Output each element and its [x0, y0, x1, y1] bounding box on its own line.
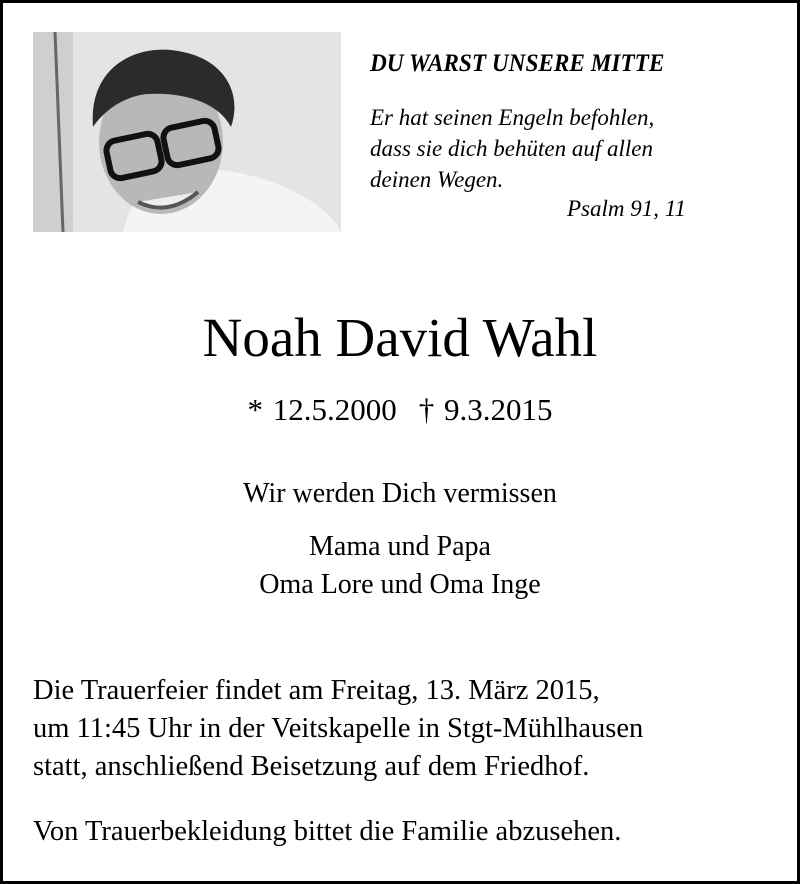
portrait-photo	[33, 32, 341, 232]
service-line: statt, anschließend Beisetzung auf dem Friedhof.	[33, 751, 590, 782]
motto-heading: DU WARST UNSERE MITTE	[370, 50, 665, 77]
bible-verse	[370, 102, 654, 195]
closing-note: Von Trauerbekleidung bittet die Familie abzusehen.	[33, 816, 622, 847]
mourners	[0, 528, 800, 604]
birth-date: * 12.5.2000	[247, 392, 397, 427]
farewell-line: Wir werden Dich vermissen	[243, 478, 557, 509]
service-info	[33, 672, 643, 786]
verse-line: deinen Wegen.	[370, 167, 504, 192]
life-dates	[0, 392, 800, 428]
verse-line: Er hat seinen Engeln befohlen,	[370, 105, 655, 130]
service-line: Die Trauerfeier findet am Freitag, 13. März 2015,	[33, 675, 600, 706]
death-date: † 9.3.2015	[418, 392, 553, 427]
verse-line: dass sie dich behüten auf allen	[370, 136, 653, 161]
deceased-name: Noah David Wahl	[202, 307, 598, 368]
mourner-line: Oma Lore und Oma Inge	[259, 569, 541, 600]
verse-reference: Psalm 91, 11	[567, 196, 687, 221]
mourner-line: Mama und Papa	[309, 531, 491, 562]
service-line: um 11:45 Uhr in der Veitskapelle in Stgt-Mühlhausen	[33, 713, 644, 744]
